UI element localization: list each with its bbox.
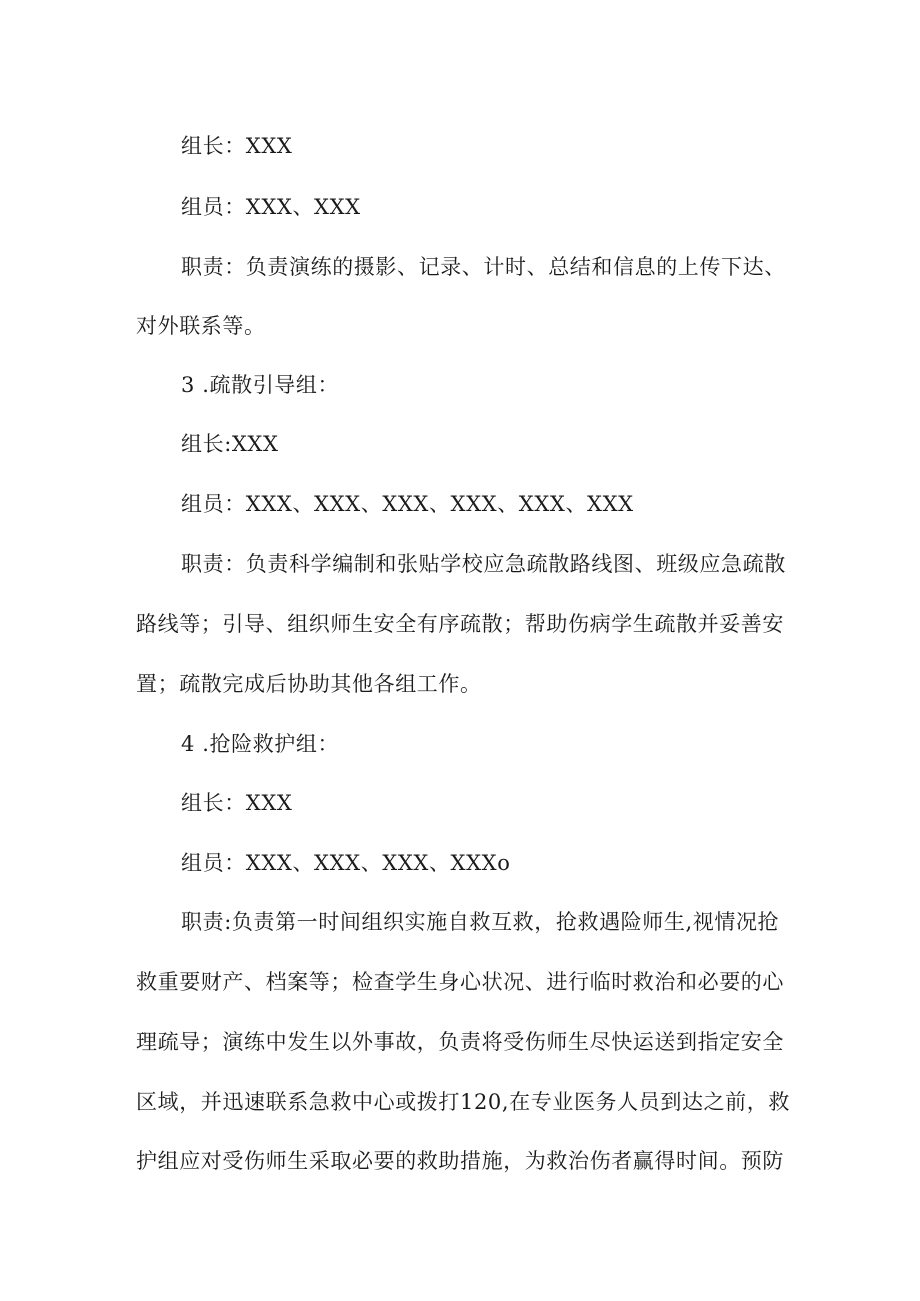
group2-duty-line-2: 对外联系等。 [136, 314, 266, 338]
group4-heading: 4 .抢险救护组： [181, 732, 340, 756]
group2-duty-line-1: 职责：负责演练的摄影、记录、计时、总结和信息的上传下达、 [181, 255, 786, 279]
group3-heading: 3 .疏散引导组： [181, 373, 340, 397]
group4-duty-line-1: 职责:负责第一时间组织实施自救互救，抢救遇险师生,视情况抢 [181, 910, 780, 934]
group2-members: 组员：XXX、XXX [181, 195, 361, 219]
group3-duty-line-1: 职责：负责科学编制和张贴学校应急疏散路线图、班级应急疏散 [181, 552, 786, 576]
group2-leader: 组长：XXX [181, 134, 293, 158]
group4-leader: 组长：XXX [181, 791, 293, 815]
group3-leader: 组长:XXX [181, 432, 279, 456]
group3-duty-line-2: 路线等；引导、组织师生安全有序疏散；帮助伤病学生疏散并妥善安 [136, 612, 784, 636]
group3-duty-line-3: 置；疏散完成后协助其他各组工作。 [136, 672, 482, 696]
group4-duty-line-2: 救重要财产、档案等；检查学生身心状况、进行临时救治和必要的心 [136, 970, 784, 994]
group4-duty-line-3: 理疏导；演练中发生以外事故，负责将受伤师生尽快运送到指定安全 [136, 1030, 784, 1054]
group3-members: 组员：XXX、XXX、XXX、XXX、XXX、XXX [181, 492, 634, 516]
group4-members: 组员：XXX、XXX、XXX、XXXo [181, 851, 511, 875]
group4-duty-line-4: 区域，并迅速联系急救中心或拨打120,在专业医务人员到达之前，救 [136, 1090, 790, 1114]
group4-duty-line-5: 护组应对受伤师生采取必要的救助措施，为救治伤者赢得时间。预防 [136, 1149, 784, 1173]
